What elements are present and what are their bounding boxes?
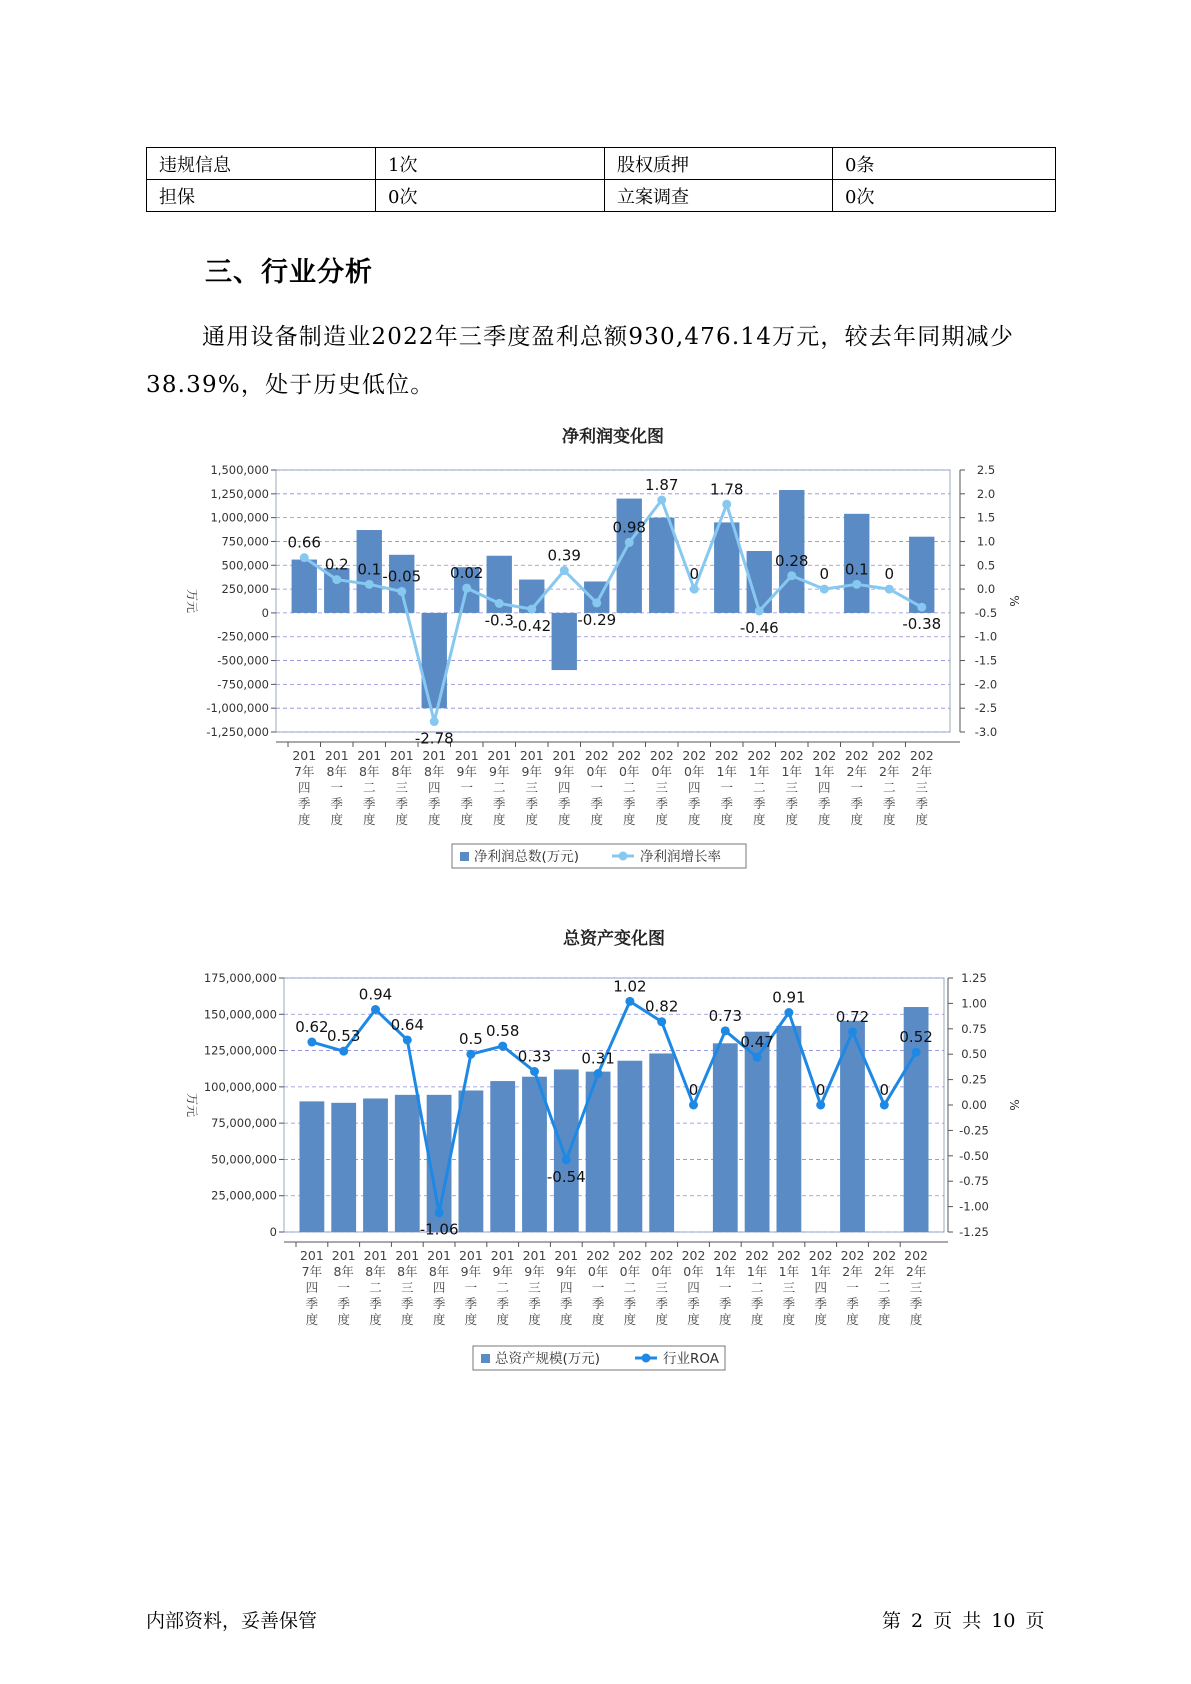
line-point (594, 1069, 603, 1078)
data-label: 0 (819, 565, 830, 584)
legend-bar-swatch (481, 1354, 490, 1363)
x-tick-label: 202 0年一季度 (584, 748, 609, 827)
x-tick-label: 201 9年二季度 (487, 748, 512, 827)
line-point (721, 1026, 730, 1035)
data-label: 0.39 (547, 546, 581, 565)
y-axis-label: 万元 (185, 1092, 199, 1118)
y-tick-label: 500,000 (221, 558, 269, 573)
bar (458, 1090, 483, 1232)
line-point (562, 1155, 571, 1164)
line-point (753, 1053, 762, 1062)
y2-tick-label: 0.0 (976, 582, 996, 597)
x-tick-label: 202 1年二季度 (745, 1248, 770, 1327)
x-tick-label: 202 0年二季度 (617, 1248, 642, 1327)
x-tick-label: 202 2年三季度 (904, 1248, 929, 1327)
y2-tick-label: 1.25 (961, 971, 987, 985)
line-point (690, 585, 699, 594)
x-tick-label: 202 1年四季度 (808, 1248, 833, 1327)
line-point (300, 553, 309, 562)
bar (649, 1053, 674, 1232)
y2-tick-label: -3.0 (974, 725, 998, 739)
line-point (784, 1008, 793, 1017)
line-point (435, 1208, 444, 1217)
x-tick-label: 201 9年四季度 (552, 748, 577, 827)
y-tick-label: 150,000,000 (203, 1007, 277, 1022)
x-tick-label: 201 9年四季度 (554, 1248, 579, 1327)
line-point (852, 580, 861, 589)
x-tick-label: 201 7年四季度 (292, 748, 317, 827)
x-tick-label: 202 0年四季度 (681, 1248, 706, 1327)
legend-line-marker (619, 852, 628, 861)
data-label: -0.38 (902, 615, 942, 634)
data-label: -1.06 (419, 1220, 459, 1239)
y2-axis-label: % (1007, 595, 1021, 607)
x-tick-label: 202 1年三季度 (779, 748, 804, 827)
x-tick-label: 202 2年二季度 (877, 748, 902, 827)
x-tick-label: 202 2年三季度 (909, 748, 934, 827)
footer-page-number: 第 2 页 共 10 页 (882, 1610, 1045, 1632)
y2-tick-label: 0.75 (961, 1021, 987, 1036)
line-point (880, 1101, 889, 1110)
bar (490, 1081, 515, 1232)
legend-bar-swatch (460, 852, 469, 861)
data-label: 0.31 (581, 1049, 615, 1068)
bar (554, 1069, 579, 1232)
data-label: 1.02 (613, 977, 647, 996)
y2-tick-label: -0.75 (959, 1174, 989, 1189)
y2-tick-label: -1.5 (974, 653, 998, 668)
data-label: 0.1 (844, 560, 869, 579)
y2-tick-label: -0.50 (959, 1148, 989, 1163)
y-tick-label: 75,000,000 (211, 1116, 277, 1131)
x-tick-label: 202 0年二季度 (617, 748, 642, 827)
y2-tick-label: -0.5 (974, 605, 998, 620)
line-point (625, 997, 634, 1006)
x-tick-label: 202 0年三季度 (649, 748, 674, 827)
line-point (592, 598, 601, 607)
y-tick-label: 125,000,000 (203, 1043, 277, 1058)
y2-tick-label: -2.5 (974, 701, 998, 716)
bar (776, 1026, 801, 1232)
table-cell: 1次 (376, 148, 605, 180)
bar (552, 613, 577, 670)
y-tick-label: 1,000,000 (210, 510, 269, 525)
line-point (787, 571, 796, 580)
data-label: -0.54 (546, 1167, 586, 1186)
data-label: 0.53 (326, 1027, 361, 1046)
x-tick-label: 201 8年二季度 (357, 748, 382, 827)
table-row (147, 180, 1056, 212)
chart-title: 总资产变化图 (563, 929, 665, 949)
line-point (530, 1067, 539, 1076)
data-label: 0.64 (390, 1015, 425, 1034)
x-tick-label: 202 1年三季度 (776, 1248, 801, 1327)
y2-tick-label: 1.0 (976, 534, 996, 549)
line-point (722, 500, 731, 509)
x-tick-label: 201 8年一季度 (331, 1248, 356, 1327)
data-label: 0.82 (644, 997, 679, 1016)
y2-tick-label: -1.00 (959, 1199, 989, 1214)
chart-title: 净利润变化图 (562, 427, 664, 447)
y-tick-label: 750,000 (221, 534, 269, 549)
y2-tick-label: -1.0 (974, 629, 998, 644)
bar (422, 613, 447, 708)
bar (713, 1043, 738, 1232)
legend-line-label: 行业ROA (663, 1351, 720, 1367)
table-cell: 股权质押 (605, 148, 833, 180)
x-tick-label: 202 1年四季度 (812, 748, 837, 827)
y2-tick-label: -1.25 (959, 1225, 989, 1239)
net-profit-chart (0, 420, 1191, 880)
bar (617, 1061, 642, 1232)
line-point (495, 599, 504, 608)
y-tick-label: 25,000,000 (211, 1188, 277, 1203)
x-tick-label: 201 8年四季度 (422, 748, 447, 827)
y2-tick-label: 1.5 (976, 510, 996, 525)
y2-tick-label: 0.5 (976, 558, 996, 573)
data-label: -0.46 (739, 619, 779, 638)
x-tick-label: 201 8年二季度 (363, 1248, 388, 1327)
section-paragraph: 通用设备制造业2022年三季度盈利总额930,476.14万元，较去年同期减少38.39%，处于历史低位。 (146, 324, 1015, 398)
line-point (657, 496, 666, 505)
y-tick-label: -750,000 (217, 677, 269, 692)
y-axis-label: 万元 (185, 588, 199, 614)
line-point (365, 580, 374, 589)
y-tick-label: -1,000,000 (206, 701, 269, 716)
y2-axis-label: % (1007, 1099, 1021, 1111)
x-tick-label: 201 8年一季度 (324, 748, 349, 827)
y-tick-label: -250,000 (217, 629, 269, 644)
bar (395, 1095, 420, 1232)
data-label: 1.87 (645, 476, 679, 495)
y-tick-label: 250,000 (221, 582, 269, 597)
legend-line-label: 净利润增长率 (640, 849, 721, 865)
bar (363, 1098, 388, 1232)
y-tick-label: 1,250,000 (210, 486, 269, 501)
data-label: -0.05 (382, 567, 422, 586)
y-tick-label: 175,000,000 (203, 971, 277, 985)
data-label: 0.62 (295, 1018, 329, 1037)
data-label: 0 (688, 1081, 699, 1099)
y-tick-label: -1,250,000 (206, 725, 269, 739)
legend-bar-label: 总资产规模(万元) (495, 1351, 601, 1367)
line-point (430, 717, 439, 726)
x-tick-label: 201 9年一季度 (454, 748, 479, 827)
y2-tick-label: 0.00 (961, 1098, 987, 1112)
x-tick-label: 202 1年一季度 (713, 1248, 738, 1327)
x-tick-label: 202 2年二季度 (872, 1248, 897, 1327)
x-tick-label: 202 0年一季度 (586, 1248, 611, 1327)
data-label: -2.78 (414, 729, 454, 748)
data-label: 0.58 (485, 1022, 520, 1041)
total-assets-chart (0, 920, 1191, 1380)
data-label: -0.3 (484, 611, 514, 630)
data-label: 0.72 (835, 1007, 870, 1026)
x-tick-label: 202 0年四季度 (682, 748, 707, 827)
line-point (339, 1047, 348, 1056)
table-cell: 担保 (147, 180, 376, 212)
data-label: 0.73 (708, 1006, 743, 1025)
x-tick-label: 201 9年二季度 (490, 1248, 515, 1327)
data-label: 0 (815, 1081, 826, 1099)
y2-tick-label: -0.25 (959, 1123, 989, 1138)
line-point (657, 1017, 666, 1026)
line-point (848, 1027, 857, 1036)
data-label: 0.91 (772, 988, 806, 1007)
line-point (820, 585, 829, 594)
y2-tick-label: 2.5 (976, 463, 996, 477)
data-label: 0.02 (450, 564, 484, 583)
y2-tick-label: 0.25 (961, 1072, 987, 1087)
line-point (307, 1038, 316, 1047)
data-label: 0.2 (324, 555, 349, 574)
bar (331, 1103, 356, 1232)
data-label: -0.42 (512, 617, 552, 636)
bar (292, 560, 317, 613)
x-tick-label: 201 9年三季度 (519, 748, 544, 827)
table-row (147, 148, 1056, 180)
line-point (466, 1050, 475, 1059)
x-tick-label: 201 8年四季度 (427, 1248, 452, 1327)
table-cell: 立案调查 (605, 180, 833, 212)
data-label: 0.47 (740, 1033, 774, 1052)
y2-tick-label: -2.0 (974, 677, 998, 692)
line-point (755, 607, 764, 616)
line-point (885, 585, 894, 594)
data-label: 0.94 (358, 985, 393, 1004)
line-point (403, 1035, 412, 1044)
data-label: -0.29 (577, 610, 617, 629)
line-point (816, 1101, 825, 1110)
data-label: 0.52 (899, 1028, 933, 1047)
x-tick-label: 201 8年三季度 (395, 1248, 420, 1327)
line-point (527, 605, 536, 614)
legend (452, 844, 746, 868)
info-table (146, 147, 1056, 212)
x-tick-label: 201 9年一季度 (458, 1248, 483, 1327)
legend-line-marker (642, 1354, 651, 1363)
x-tick-label: 201 9年三季度 (522, 1248, 547, 1327)
data-label: 1.78 (710, 480, 744, 499)
legend-bar-label: 净利润总数(万元) (474, 849, 580, 865)
y-tick-label: 0 (261, 605, 269, 620)
data-label: 0 (689, 565, 700, 584)
y2-tick-label: 1.00 (961, 996, 987, 1011)
table-cell: 违规信息 (147, 148, 376, 180)
y-tick-label: 50,000,000 (211, 1152, 277, 1167)
footer-confidential-note: 内部资料，妥善保管 (146, 1610, 318, 1632)
line-point (397, 587, 406, 596)
table-cell: 0条 (833, 148, 1056, 180)
bar (617, 499, 642, 613)
y-tick-label: 1,500,000 (210, 463, 269, 477)
x-tick-label: 202 1年二季度 (747, 748, 772, 827)
y-tick-label: 0 (269, 1225, 277, 1239)
x-tick-label: 202 1年一季度 (714, 748, 739, 827)
y2-tick-label: 2.0 (976, 486, 996, 501)
data-label: 0 (884, 565, 895, 584)
bar (299, 1101, 324, 1232)
section-title: 三、行业分析 (205, 257, 373, 288)
x-tick-label: 202 0年三季度 (649, 1248, 674, 1327)
x-tick-label: 201 7年四季度 (299, 1248, 324, 1327)
table-cell: 0次 (833, 180, 1056, 212)
data-label: 0.5 (458, 1030, 483, 1049)
line-point (625, 538, 634, 547)
x-tick-label: 202 2年一季度 (844, 748, 869, 827)
data-label: 0 (879, 1081, 890, 1099)
x-tick-label: 201 8年三季度 (389, 748, 414, 827)
bar (649, 518, 674, 613)
line-point (689, 1101, 698, 1110)
x-tick-label: 202 2年一季度 (840, 1248, 865, 1327)
line-point (498, 1042, 507, 1051)
data-label: 0.1 (357, 560, 382, 579)
data-label: 0.98 (612, 518, 646, 537)
data-label: 0.28 (775, 551, 809, 570)
line-point (332, 575, 341, 584)
table-cell: 0次 (376, 180, 605, 212)
line-point (912, 1048, 921, 1057)
legend (473, 1346, 725, 1370)
line-point (917, 603, 926, 612)
data-label: 0.66 (287, 533, 321, 552)
y-tick-label: 100,000,000 (203, 1079, 277, 1094)
line-point (462, 584, 471, 593)
data-label: 0.33 (517, 1047, 552, 1066)
y-tick-label: -500,000 (217, 653, 269, 668)
line-point (371, 1005, 380, 1014)
y2-tick-label: 0.50 (961, 1047, 987, 1062)
line-point (560, 566, 569, 575)
